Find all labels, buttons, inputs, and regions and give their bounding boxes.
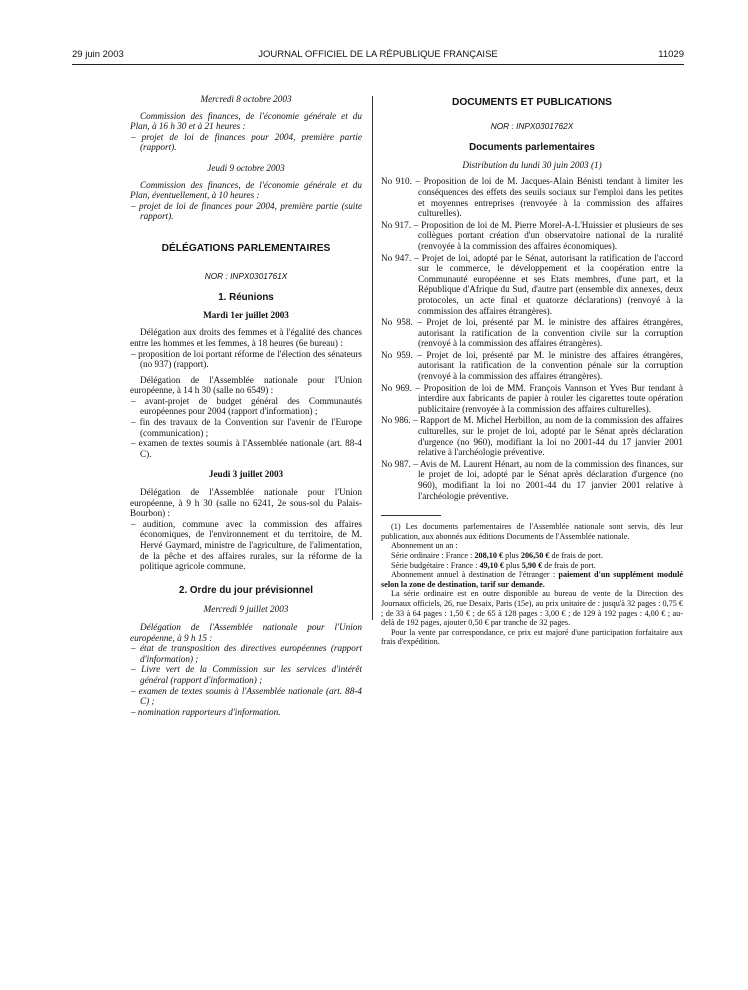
document-entry [381, 253, 683, 317]
subsection-title: Documents parlementaires [469, 142, 595, 154]
date-heading: Mardi 1er juillet 2003 [203, 309, 289, 320]
column-divider [372, 96, 373, 620]
list-item: – nomination rapporteurs d'information. [131, 706, 281, 717]
list-item: – proposition de loi portant réforme de l'élection des sénateurs (no 937) (rapport). [131, 348, 362, 370]
document-text: – Projet de loi, présenté par M. le ministre des affaires étrangères, autorisant la ratification de la convention civile sur la corruption (renvoyé à la commission des affaires étrangères). [417, 317, 684, 349]
subsection-title: 2. Ordre du jour prévisionnel [179, 584, 313, 596]
footnote-paragraph: Abonnement un an : [391, 541, 458, 551]
date-heading: Jeudi 3 juillet 2003 [208, 469, 284, 480]
section-title: DÉLÉGATIONS PARLEMENTAIRES [161, 242, 331, 254]
distribution-date: Distribution du lundi 30 juin 2003 (1) [462, 159, 602, 170]
list-item: – avant-projet de budget général des Communautés européennes pour 2004 (rapport d'information) ; [131, 395, 362, 417]
document-text: – Projet de loi, adopté par le Sénat, autorisant la ratification de l'accord sur le commerce, le développement et la coopération entre la Communauté européenne et ses Etats membres, d'une part, et la République d'Afrique du Sud, d'autre part (ensemble dix annexes, deux protocoles, un acte final et quatorze déclarations) (renvoyé à la commission des affaires étrangères). [414, 252, 684, 316]
header-title: JOURNAL OFFICIEL DE LA RÉPUBLIQUE FRANÇAISE [258, 49, 498, 60]
footnote-paragraph: Série ordinaire : France : 208,10 € plus 206,50 € de frais de port. [391, 550, 603, 560]
footnote-paragraph: Série budgétaire : France : 49,10 € plus 5,90 € de frais de port. [391, 560, 596, 570]
section-title: DOCUMENTS ET PUBLICATIONS [452, 97, 612, 108]
footnote-paragraph: La série ordinaire est en outre disponible au bureau de vente de la Direction des Journaux officiels, 26, rue Desaix, Paris (15e), au prix unitaire de : jusqu'à 32 pages : 0,75 € ; de 33 à 64 pages : 1,50 € ; de 65 à 128 pages : 3,00 € ; de 129 à 192 pages : 4,00 € ; au-delà de 192 pages, ajouter 0,50 € par tranche de 32 pages. [381, 589, 683, 628]
document-entry [381, 176, 683, 218]
document-number: No 986. [381, 415, 411, 426]
left-column [130, 94, 362, 717]
list-item: – projet de loi de finances pour 2004, première partie (rapport). [131, 131, 362, 153]
footnote-rule [381, 515, 441, 516]
document-entry [381, 415, 683, 457]
document-text: – Proposition de loi de M. Pierre Morel-A-L'Huissier et plusieurs de ses collègues portant création d'un observatoire national de la ruralité (renvoyée à la commission des affaires économiques). [413, 219, 684, 251]
right-column [381, 94, 683, 647]
list-item: – examen de textes soumis à l'Assemblée nationale (art. 88-4 C) ; [131, 685, 362, 707]
paragraph: Délégation de l'Assemblée nationale pour l'Union européenne, à 14 h 30 (salle no 6549) : [130, 374, 362, 396]
document-number: No 959. [381, 349, 413, 360]
footnote-paragraph: Pour la vente par correspondance, ce prix est majoré d'une participation forfaitaire aux frais d'expédition. [381, 627, 683, 647]
page-header [72, 47, 684, 63]
date-heading: Mercredi 9 juillet 2003 [203, 604, 289, 615]
document-entry [381, 220, 683, 252]
document-entry [381, 459, 683, 501]
list-item: – audition, commune avec la commission des affaires économiques, de l'environnement et du territoire, de M. Hervé Gaymard, ministre de l'agriculture, de l'alimentation, de la pêche et des affaires rurales, sur la réforme de la politique agricole commune. [131, 518, 362, 572]
list-item: – fin des travaux de la Convention sur l'avenir de l'Europe (communication) ; [131, 417, 362, 438]
paragraph: Commission des finances, de l'économie générale et du Plan, à 16 h 30 et à 21 heures : [130, 110, 362, 132]
footnote-paragraph: Abonnement annuel à destination de l'étranger : paiement d'un supplément modulé selon la zone de destination, tarif sur demande. [381, 570, 683, 589]
document-number: No 969. [381, 382, 412, 393]
document-text: – Proposition de loi de MM. François Vannson et Yves Bur tendant à interdire aux fabricants de papier à rouler les cigarettes toute opération publicitaire (renvoyée à la commission des affaires culturelles). [415, 382, 684, 414]
subsection-title: 1. Réunions [218, 292, 274, 304]
nor-reference: NOR : INPX0301762X [490, 120, 574, 131]
document-text: – Projet de loi, présenté par M. le ministre des affaires étrangères, autorisant la ratification de la convention pénale sur la corruption (renvoyé à la commission des affaires étrangères). [417, 349, 684, 382]
header-date: 29 juin 2003 [72, 49, 124, 60]
date-heading: Mercredi 8 octobre 2003 [200, 94, 292, 104]
header-page-number: 11029 [658, 49, 684, 60]
date-heading: Jeudi 9 octobre 2003 [207, 162, 285, 173]
list-item: – examen de textes soumis à l'Assemblée nationale (art. 88-4 C). [131, 438, 362, 459]
footnote [381, 522, 683, 647]
document-number: No 917. [381, 219, 412, 230]
footnote-paragraph: (1) Les documents parlementaires de l'Assemblée nationale sont servis, dès leur publication, aux abonnés aux éditions Documents de l'Assemblée nationale. [381, 522, 683, 541]
list-item: – Livre vert de la Commission sur les services d'intérêt général (rapport d'information) ; [131, 664, 362, 685]
document-number: No 987. [381, 458, 411, 469]
nor-reference: NOR : INPX0301761X [204, 270, 288, 281]
paragraph: Délégation de l'Assemblée nationale pour l'Union européenne, à 9 h 15 : [130, 621, 362, 643]
document-entry [381, 350, 683, 382]
document-text: – Avis de M. Laurent Hénart, au nom de la commission des finances, sur le projet de loi, adopté par le Sénat après déclaration d'urgence (no 960), modifiant la loi no 2001-44 du 17 janvier 2001 relative à l'archéologie préventive. [413, 458, 684, 501]
list-item: – projet de loi de finances pour 2004, première partie (suite rapport). [131, 200, 362, 222]
document-entry [381, 317, 683, 349]
document-text: – Rapport de M. Michel Herbillon, au nom de la commission des affaires culturelles, sur le projet de loi, adopté par le Sénat après déclaration d'urgence (no 960), modifiant la loi no 2001-44 du 17 janvier 2001 relative à l'archéologie préventive. [413, 415, 684, 458]
document-number: No 947. [381, 252, 412, 263]
document-number: No 958. [381, 317, 413, 328]
document-text: – Proposition de loi de M. Jacques-Alain Bénisti tendant à limiter les conséquences des effets des seuils sociaux sur l'emploi dans les petites et moyennes entreprises (renvoyée à la commission des affaires culturelles). [415, 176, 683, 219]
header-rule [72, 64, 684, 65]
paragraph: Délégation aux droits des femmes et à l'égalité des chances entre les hommes et les femmes, à 18 heures (6e bureau) : [130, 327, 362, 348]
paragraph: Délégation de l'Assemblée nationale pour l'Union européenne, à 9 h 30 (salle no 6241, 2e sous-sol du Palais-Bourbon) : [130, 487, 362, 519]
document-entry [381, 383, 683, 415]
document-number: No 910. [381, 176, 412, 187]
list-item: – état de transposition des directives européennes (rapport d'information) ; [131, 643, 362, 664]
paragraph: Commission des finances, de l'économie générale et du Plan, éventuellement, à 10 heures : [130, 179, 362, 201]
